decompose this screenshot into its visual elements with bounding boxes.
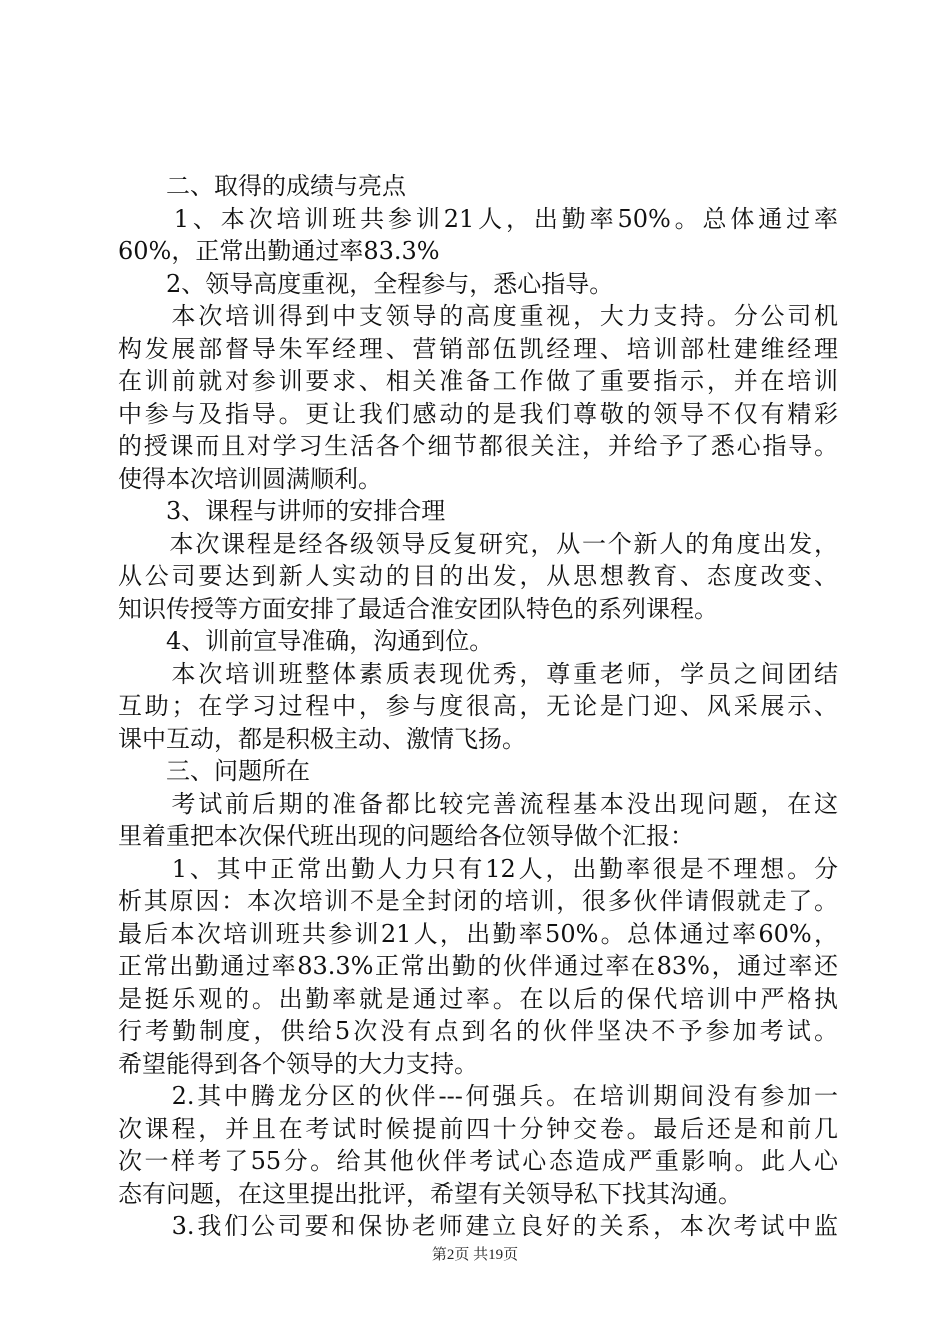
- paragraph-line: 正常出勤通过率83.3%正常出勤的伙伴通过率在83%，通过率还: [118, 952, 838, 980]
- paragraph-line: 1、本次培训班共参训21人，出勤率50%。总体通过率: [118, 204, 838, 233]
- section-heading-achievements: 二、取得的成绩与亮点: [118, 172, 406, 200]
- paragraph-line: 3.我们公司要和保协老师建立良好的关系，本次考试中监: [118, 1212, 838, 1240]
- paragraph-line: 60%，正常出勤通过率83.3%: [118, 237, 440, 265]
- paragraph-line: 构发展部督导朱军经理、营销部伍凯经理、培训部杜建维经理: [118, 334, 838, 363]
- paragraph-line: 使得本次培训圆满顺利。: [118, 464, 382, 493]
- subheading-leadership: 2、领导高度重视，全程参与，悉心指导。: [118, 269, 614, 298]
- paragraph-line: 行考勤制度，供给5次没有点到名的伙伴坚决不予参加考试。: [118, 1017, 838, 1045]
- paragraph-line: 知识传授等方面安排了最适合淮安团队特色的系列课程。: [118, 594, 718, 623]
- paragraph-line: 考试前后期的准备都比较完善流程基本没出现问题，在这: [118, 789, 838, 818]
- paragraph-line: 本次培训得到中支领导的高度重视，大力支持。分公司机: [118, 302, 838, 330]
- page-number-footer: 第2页 共19页: [431, 1247, 519, 1263]
- paragraph-line: 2.其中腾龙分区的伙伴---何强兵。在培训期间没有参加一: [118, 1082, 838, 1110]
- paragraph-line: 本次课程是经各级领导反复研究，从一个新人的角度出发，: [118, 529, 838, 558]
- paragraph-line: 是挺乐观的。出勤率就是通过率。在以后的保代培训中严格执: [118, 984, 838, 1013]
- paragraph-line: 最后本次培训班共参训21人，出勤率50%。总体通过率60%，: [118, 919, 838, 948]
- paragraph-line: 析其原因：本次培训不是全封闭的培训，很多伙伴请假就走了。: [118, 887, 838, 915]
- paragraph-line: 本次培训班整体素质表现优秀，尊重老师，学员之间团结: [118, 659, 838, 688]
- document-body: [118, 170, 838, 1243]
- paragraph-line: 态有问题，在这里提出批评，希望有关领导私下找其沟通。: [118, 1179, 742, 1208]
- subheading-courses: 3、课程与讲师的安排合理: [118, 497, 446, 525]
- paragraph-line: 课中互动，都是积极主动、激情飞扬。: [118, 724, 526, 753]
- paragraph-line: 1、其中正常出勤人力只有12人，出勤率很是不理想。分: [118, 854, 838, 883]
- paragraph-line: 里着重把本次保代班出现的问题给各位领导做个汇报：: [118, 822, 694, 850]
- paragraph-line: 次一样考了55分。给其他伙伴考试心态造成严重影响。此人心: [118, 1147, 838, 1175]
- paragraph-line: 希望能得到各个领导的大力支持。: [118, 1049, 478, 1078]
- section-heading-problems: 三、问题所在: [118, 757, 310, 785]
- paragraph-line: 的授课而且对学习生活各个细节都很关注，并给予了悉心指导。: [118, 432, 838, 460]
- subheading-communication: 4、训前宣导准确，沟通到位。: [118, 627, 494, 655]
- paragraph-line: 次课程，并且在考试时候提前四十分钟交卷。最后还是和前几: [118, 1114, 838, 1143]
- paragraph-line: 在训前就对参训要求、相关准备工作做了重要指示，并在培训: [118, 367, 838, 395]
- paragraph-line: 互助；在学习过程中，参与度很高，无论是门迎、风采展示、: [118, 692, 838, 720]
- paragraph-line: 从公司要达到新人实动的目的出发，从思想教育、态度改变、: [118, 562, 838, 590]
- paragraph-line: 中参与及指导。更让我们感动的是我们尊敬的领导不仅有精彩: [118, 399, 838, 428]
